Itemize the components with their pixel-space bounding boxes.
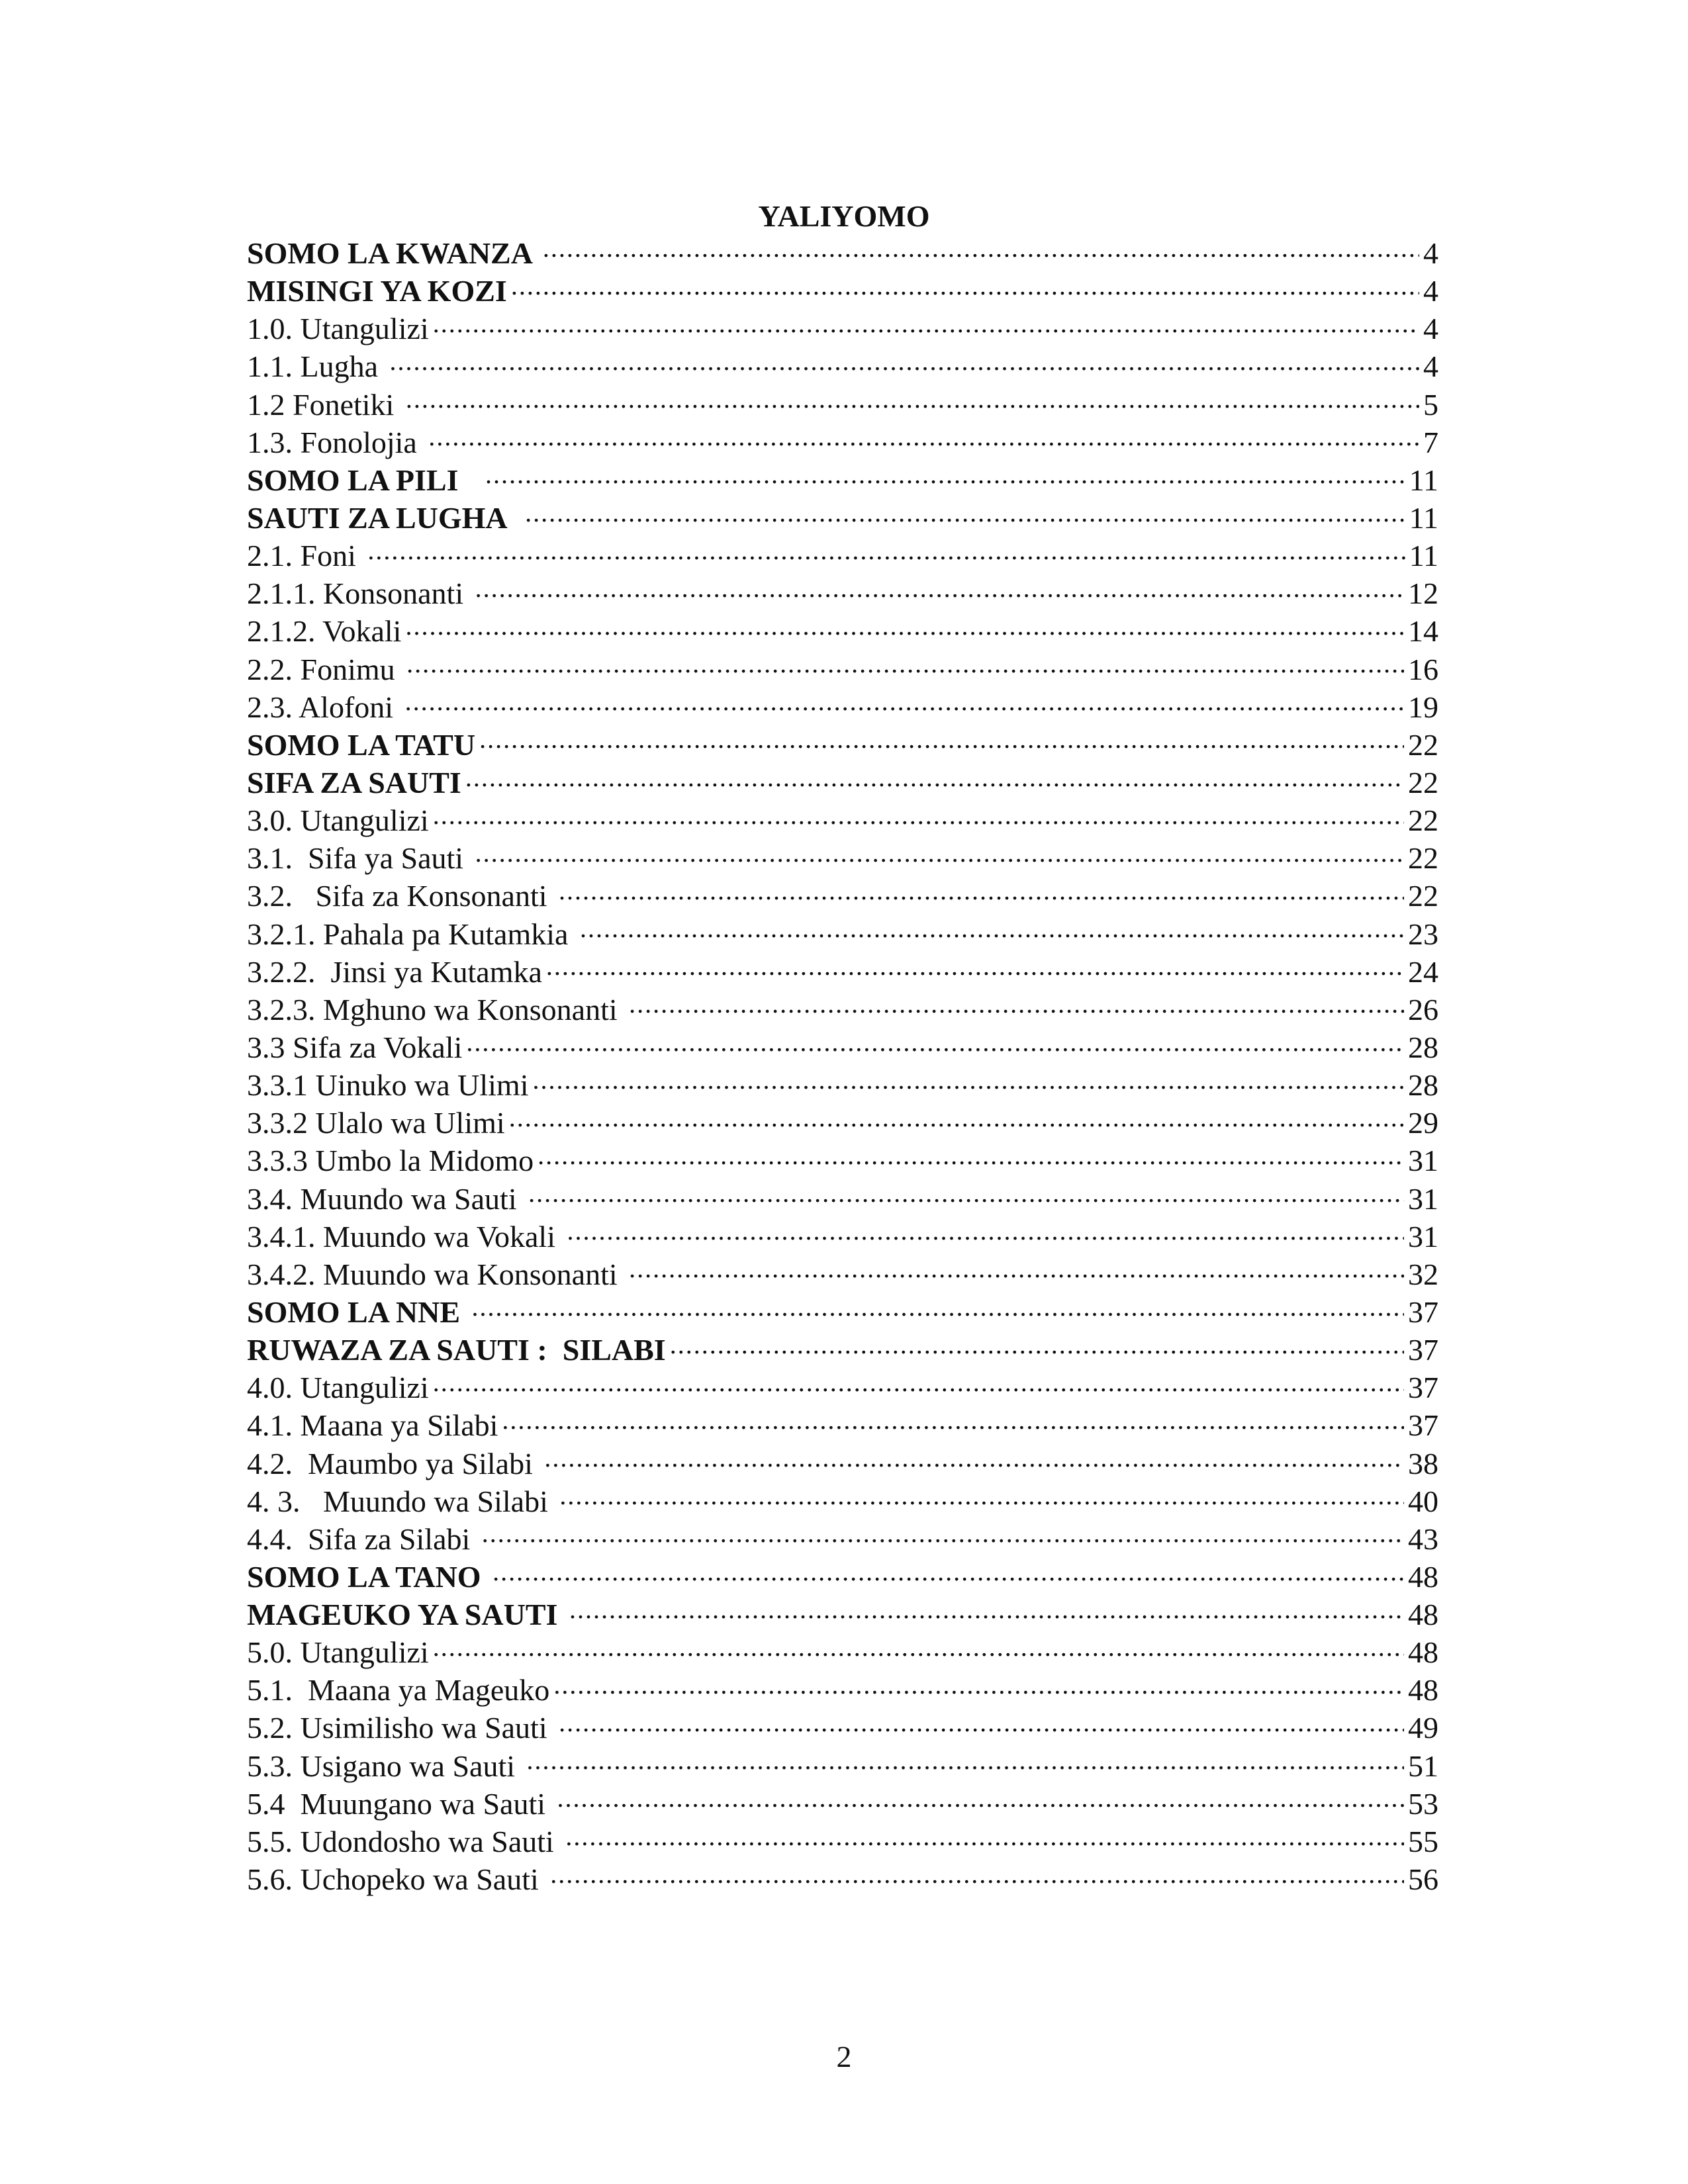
toc-entry-label: 2.1.1. Konsonanti — [247, 576, 471, 611]
toc-entry-page: 22 — [1408, 727, 1438, 762]
dot-leader — [406, 649, 1404, 680]
toc-entry[interactable] — [247, 989, 1438, 1027]
toc-entry[interactable] — [247, 1859, 1438, 1897]
dot-leader — [466, 1027, 1404, 1058]
toc-entry-label: 3.4.2. Muundo wa Konsonanti — [247, 1257, 626, 1291]
toc-entry-label: 3.1. Sifa ya Sauti — [247, 841, 471, 876]
toc-entry[interactable] — [247, 1481, 1438, 1519]
dot-leader — [390, 346, 1419, 377]
dot-leader — [511, 271, 1419, 301]
dot-leader — [479, 725, 1404, 755]
toc-entry-page: 16 — [1408, 652, 1438, 686]
toc-entry[interactable] — [247, 800, 1438, 838]
dot-leader — [502, 1405, 1404, 1435]
toc-entry-label: 1.2 Fonetiki — [247, 387, 402, 422]
toc-entry-page: 48 — [1408, 1559, 1438, 1594]
toc-entry-page: 37 — [1408, 1295, 1438, 1329]
toc-entry-label: 4.1. Maana ya Silabi — [247, 1408, 498, 1443]
toc-entry[interactable] — [247, 1443, 1438, 1481]
toc-entry-page: 55 — [1408, 1824, 1438, 1858]
toc-entry[interactable] — [247, 611, 1438, 649]
toc-entry[interactable] — [247, 1330, 1438, 1367]
dot-leader — [559, 1481, 1404, 1512]
toc-entry-page: 4 — [1423, 312, 1438, 346]
dot-leader — [567, 1216, 1404, 1247]
toc-entry-label: 4.0. Utangulizi — [247, 1371, 429, 1405]
dot-leader — [492, 1557, 1404, 1587]
toc-entry-page: 4 — [1423, 274, 1438, 308]
toc-entry-page: 11 — [1409, 463, 1438, 497]
toc-entry-label: 3.3.3 Umbo la Midomo — [247, 1144, 534, 1178]
toc-entry-page: 31 — [1408, 1219, 1438, 1253]
toc-entry[interactable] — [247, 1367, 1438, 1405]
dot-leader — [528, 1179, 1404, 1209]
dot-leader — [546, 952, 1404, 982]
dot-leader — [428, 422, 1419, 453]
toc-entry-page: 48 — [1408, 1635, 1438, 1670]
dot-leader — [405, 611, 1404, 641]
toc-entry-page: 19 — [1408, 690, 1438, 724]
toc-entry-label: 3.3.2 Ulalo wa Ulimi — [247, 1106, 505, 1140]
dot-leader — [485, 460, 1405, 490]
toc-entry-label: RUWAZA ZA SAUTI : SILABI — [247, 1333, 666, 1367]
toc-entry[interactable] — [247, 725, 1438, 762]
toc-entry-page: 51 — [1408, 1749, 1438, 1783]
toc-entry-page: 14 — [1408, 614, 1438, 649]
toc-entry-page: 22 — [1408, 803, 1438, 838]
toc-entry-page: 31 — [1408, 1144, 1438, 1178]
dot-leader — [559, 1707, 1404, 1738]
toc-entry[interactable] — [247, 1292, 1438, 1330]
toc-entry-label: 4. 3. Muundo wa Silabi — [247, 1484, 556, 1518]
toc-entry[interactable] — [247, 1103, 1438, 1140]
toc-entry[interactable] — [247, 308, 1438, 346]
toc-entry-page: 29 — [1408, 1106, 1438, 1140]
dot-leader — [580, 914, 1404, 944]
toc-entry-label: 3.4. Muundo wa Sauti — [247, 1181, 525, 1216]
toc-entry-page: 32 — [1408, 1257, 1438, 1291]
toc-entry-label: 5.6. Uchopeko wa Sauti — [247, 1862, 547, 1897]
toc-entry[interactable] — [247, 422, 1438, 460]
toc-entry-label: 3.0. Utangulizi — [247, 803, 429, 838]
toc-entry-page: 40 — [1408, 1484, 1438, 1518]
dot-leader — [565, 1821, 1404, 1852]
dot-leader — [559, 876, 1404, 906]
toc-entry-page: 7 — [1423, 425, 1438, 459]
toc-entry[interactable] — [247, 914, 1438, 952]
toc-entry-page: 37 — [1408, 1408, 1438, 1443]
toc-entry-label: 4.4. Sifa za Silabi — [247, 1522, 478, 1556]
toc-entry[interactable] — [247, 1027, 1438, 1065]
toc-entry-page: 22 — [1408, 765, 1438, 799]
toc-entry-label: 5.0. Utangulizi — [247, 1635, 429, 1670]
dot-leader — [482, 1519, 1404, 1549]
toc-entry[interactable] — [247, 876, 1438, 913]
toc-entry-label: SOMO LA PILI — [247, 463, 482, 497]
dot-leader — [367, 535, 1405, 566]
toc-entry[interactable] — [247, 271, 1438, 308]
toc-entry[interactable] — [247, 460, 1438, 498]
toc-entry[interactable] — [247, 1632, 1438, 1670]
toc-entry[interactable] — [247, 346, 1438, 384]
toc-entry-label: 2.1.2. Vokali — [247, 614, 402, 649]
toc-entry-label: 1.1. Lugha — [247, 349, 386, 384]
dot-leader — [475, 838, 1404, 868]
dot-leader — [475, 573, 1404, 604]
dot-leader — [629, 989, 1404, 1020]
dot-leader — [569, 1594, 1404, 1625]
toc-entry-label: 3.2.1. Pahala pa Kutamkia — [247, 917, 576, 951]
dot-leader — [406, 385, 1419, 415]
toc-entry-label: 1.3. Fonolojia — [247, 425, 425, 459]
dot-leader — [532, 1065, 1404, 1095]
toc-entry-label: SAUTI ZA LUGHA — [247, 500, 522, 535]
toc-entry[interactable] — [247, 1065, 1438, 1103]
toc-entry-label: 2.2. Fonimu — [247, 652, 403, 686]
toc-entry-label: SOMO LA TANO — [247, 1559, 489, 1594]
toc-entry-label: 5.2. Usimilisho wa Sauti — [247, 1711, 555, 1745]
toc-entry[interactable] — [247, 1746, 1438, 1784]
toc-entry-label: 3.2.2. Jinsi ya Kutamka — [247, 954, 542, 989]
dot-leader — [557, 1784, 1404, 1814]
toc-entry-label: 3.3.1 Uinuko wa Ulimi — [247, 1068, 529, 1103]
toc-entry[interactable] — [247, 535, 1438, 573]
toc-entry[interactable] — [247, 1216, 1438, 1254]
toc-entry-page: 12 — [1408, 576, 1438, 611]
page-number: 2 — [836, 2040, 852, 2073]
toc-entry-label: 5.1. Maana ya Mageuko — [247, 1673, 550, 1707]
toc-entry-page: 49 — [1408, 1711, 1438, 1745]
toc-entry[interactable] — [247, 1670, 1438, 1707]
table-of-contents — [247, 233, 1438, 1897]
toc-entry-page: 4 — [1423, 236, 1438, 270]
dot-leader — [465, 762, 1404, 793]
toc-entry[interactable] — [247, 1821, 1438, 1859]
dot-leader — [433, 308, 1419, 339]
toc-entry-page: 24 — [1408, 954, 1438, 989]
toc-entry-page: 43 — [1408, 1522, 1438, 1556]
toc-entry-label: SIFA ZA SAUTI — [247, 765, 461, 799]
toc-entry[interactable] — [247, 1707, 1438, 1745]
toc-entry-page: 48 — [1408, 1673, 1438, 1707]
dot-leader — [538, 1140, 1404, 1171]
dot-leader — [433, 1632, 1404, 1662]
toc-entry[interactable] — [247, 687, 1438, 725]
toc-entry-label: MISINGI YA KOZI — [247, 274, 507, 308]
toc-entry-label: SOMO LA KWANZA — [247, 236, 539, 270]
toc-entry-label: 2.3. Alofoni — [247, 690, 401, 724]
toc-entry-label: 5.4 Muungano wa Sauti — [247, 1786, 553, 1821]
dot-leader — [629, 1254, 1404, 1285]
dot-leader — [550, 1859, 1404, 1889]
toc-entry[interactable] — [247, 649, 1438, 687]
toc-entry[interactable] — [247, 762, 1438, 800]
toc-entry[interactable] — [247, 233, 1438, 271]
toc-entry[interactable] — [247, 1594, 1438, 1632]
dot-leader — [525, 498, 1405, 528]
toc-entry-page: 22 — [1408, 841, 1438, 876]
toc-entry-page: 5 — [1423, 387, 1438, 422]
dot-leader — [433, 800, 1404, 831]
toc-entry-label: 3.3 Sifa za Vokali — [247, 1030, 463, 1064]
toc-entry-label: 2.1. Foni — [247, 539, 364, 573]
toc-entry[interactable] — [247, 1557, 1438, 1594]
toc-entry[interactable] — [247, 838, 1438, 876]
dot-leader — [509, 1103, 1404, 1133]
dot-leader — [527, 1746, 1404, 1776]
toc-entry[interactable] — [247, 1179, 1438, 1216]
toc-entry-page: 11 — [1409, 539, 1438, 573]
toc-entry-page: 28 — [1408, 1030, 1438, 1064]
toc-entry-page: 11 — [1409, 500, 1438, 535]
toc-entry-label: 5.5. Udondosho wa Sauti — [247, 1824, 562, 1858]
toc-entry-label: 1.0. Utangulizi — [247, 312, 429, 346]
dot-leader — [553, 1670, 1404, 1700]
dot-leader — [433, 1367, 1404, 1398]
toc-entry[interactable] — [247, 1140, 1438, 1178]
toc-entry-page: 22 — [1408, 879, 1438, 913]
toc-entry-label: 3.2. Sifa za Konsonanti — [247, 879, 555, 913]
toc-entry-page: 37 — [1408, 1333, 1438, 1367]
toc-entry[interactable] — [247, 1405, 1438, 1443]
toc-entry-label: 3.2.3. Mghuno wa Konsonanti — [247, 992, 626, 1026]
page-title: YALIYOMO — [758, 199, 930, 233]
toc-entry[interactable] — [247, 498, 1438, 535]
toc-entry[interactable] — [247, 1254, 1438, 1292]
toc-entry-page: 56 — [1408, 1862, 1438, 1897]
dot-leader — [543, 233, 1419, 263]
toc-entry-page: 38 — [1408, 1446, 1438, 1480]
toc-entry-page: 53 — [1408, 1786, 1438, 1821]
toc-entry-label: 5.3. Usigano wa Sauti — [247, 1749, 523, 1783]
toc-entry[interactable] — [247, 385, 1438, 422]
toc-entry[interactable] — [247, 952, 1438, 989]
toc-entry-label: 3.4.1. Muundo wa Vokali — [247, 1219, 563, 1253]
toc-entry-page: 28 — [1408, 1068, 1438, 1103]
toc-entry-page: 37 — [1408, 1371, 1438, 1405]
dot-leader — [670, 1330, 1404, 1360]
toc-entry[interactable] — [247, 1784, 1438, 1821]
toc-entry-label: 4.2. Maumbo ya Silabi — [247, 1446, 541, 1480]
toc-entry-label: MAGEUKO YA SAUTI — [247, 1598, 565, 1632]
toc-entry-page: 23 — [1408, 917, 1438, 951]
toc-entry[interactable] — [247, 573, 1438, 611]
toc-entry-page: 31 — [1408, 1181, 1438, 1216]
toc-entry-label: SOMO LA NNE — [247, 1295, 468, 1329]
dot-leader — [405, 687, 1404, 717]
toc-entry-page: 4 — [1423, 349, 1438, 384]
dot-leader — [544, 1443, 1404, 1474]
toc-entry-label: SOMO LA TATU — [247, 727, 476, 762]
toc-entry-page: 48 — [1408, 1598, 1438, 1632]
toc-entry[interactable] — [247, 1519, 1438, 1557]
toc-entry-page: 26 — [1408, 992, 1438, 1026]
dot-leader — [472, 1292, 1404, 1322]
